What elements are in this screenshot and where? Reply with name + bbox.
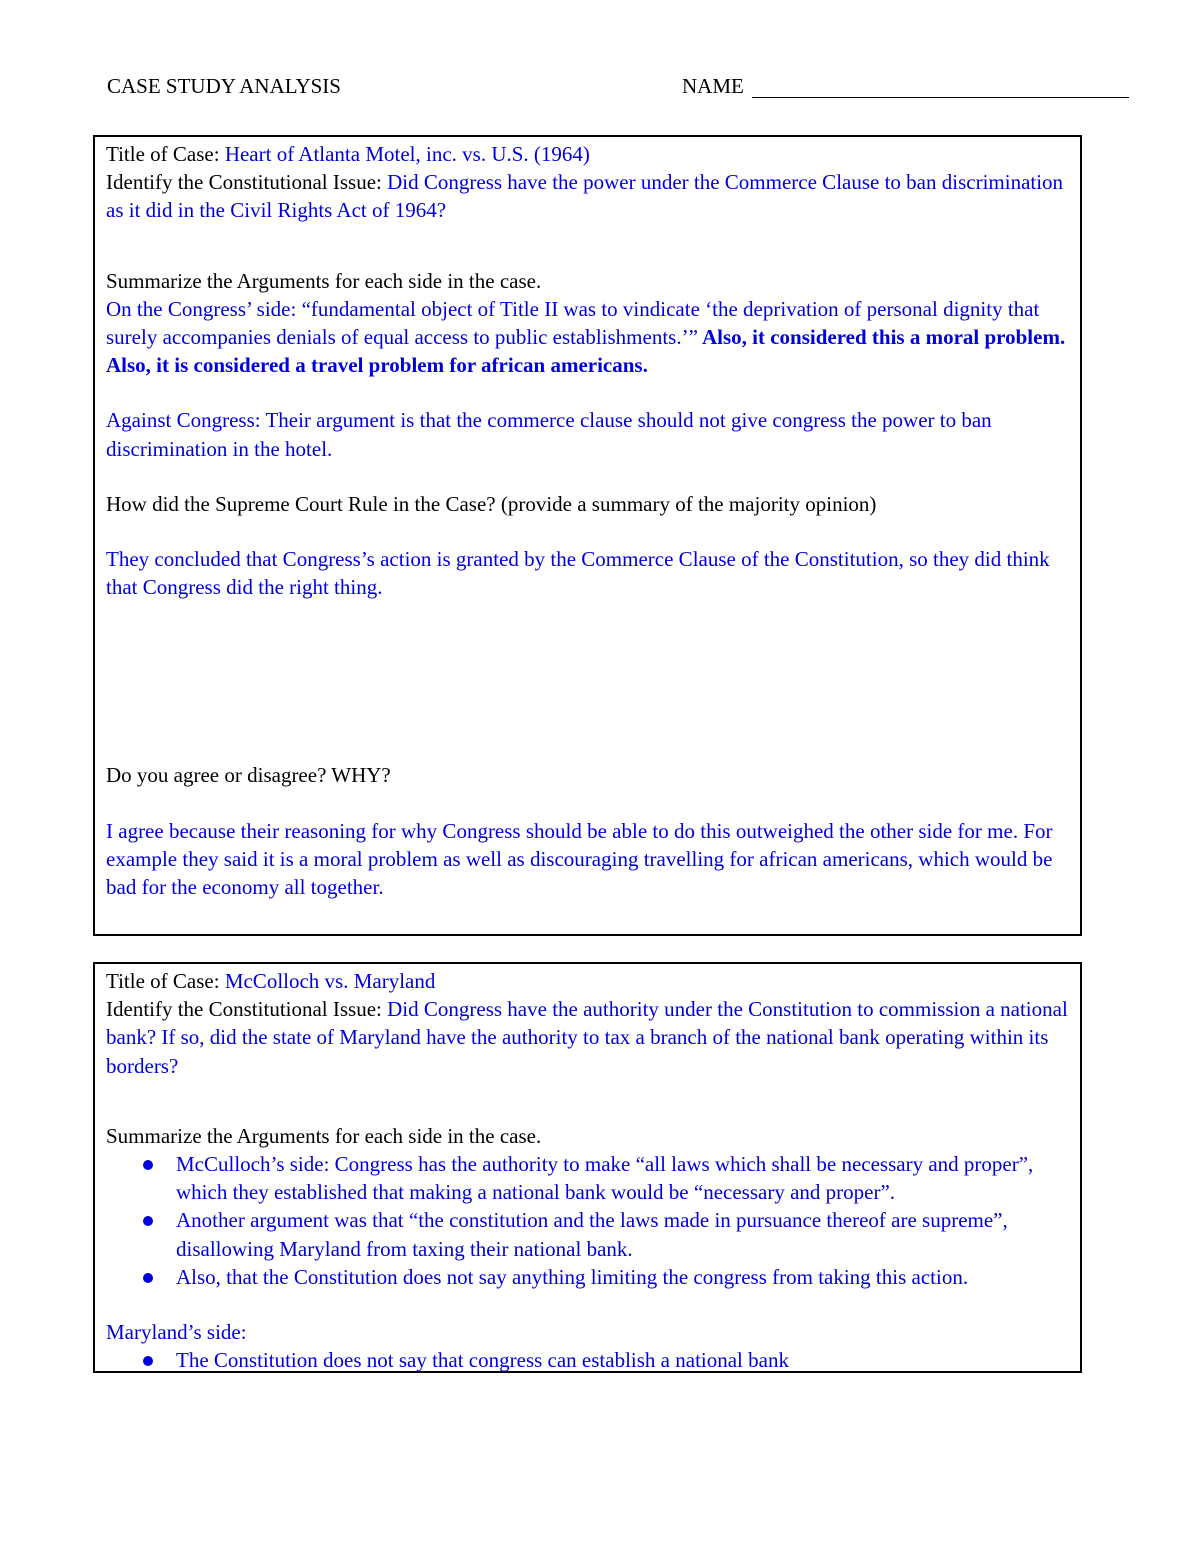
mcculloch-argument-list bbox=[106, 1150, 1070, 1291]
against-congress-argument: Against Congress: Their argument is that the commerce clause should not give congress the power to ban discrimination in the hotel. bbox=[106, 408, 992, 461]
list-item-text: Another argument was that “the constitution and the laws made in pursuance thereof are supreme”, disallowing Maryland from taxing their national bank. bbox=[176, 1208, 1008, 1261]
case-title-row bbox=[106, 140, 1070, 168]
case-study-box-2 bbox=[93, 962, 1082, 1373]
spacer bbox=[106, 1291, 1070, 1318]
list-item bbox=[176, 1206, 1070, 1262]
agree-answer: I agree because their reasoning for why Congress should be able to do this outweighed the other side for me. For example they said it is a moral problem as well as discouraging travelling for african americans, which would be bad for the economy all together. bbox=[106, 818, 1053, 900]
issue-label: Identify the Constitutional Issue: bbox=[106, 997, 388, 1022]
spacer bbox=[106, 463, 1070, 490]
case-title-label: Title of Case: bbox=[106, 969, 225, 993]
summarize-prompt: Summarize the Arguments for each side in the case. bbox=[106, 1123, 542, 1148]
case-title-row bbox=[106, 967, 1070, 995]
bullet-icon bbox=[143, 1273, 153, 1283]
list-item-text: Also, that the Constitution does not say anything limiting the congress from taking this action. bbox=[176, 1264, 969, 1289]
maryland-argument-list bbox=[106, 1346, 1070, 1374]
name-blank-line bbox=[752, 97, 1129, 98]
constitutional-issue-row bbox=[106, 995, 1070, 1080]
ruling-prompt: How did the Supreme Court Rule in the Case? (provide a summary of the majority opinion) bbox=[106, 491, 877, 516]
maryland-side-label: Maryland’s side: bbox=[106, 1320, 247, 1345]
case-title-label: Title of Case: bbox=[106, 142, 225, 166]
spacer bbox=[106, 225, 1070, 267]
case-title-value: Heart of Atlanta Motel, inc. vs. U.S. (1964) bbox=[224, 142, 590, 166]
spacer bbox=[106, 379, 1070, 406]
list-item bbox=[176, 1150, 1070, 1206]
list-item bbox=[176, 1263, 1070, 1291]
bullet-icon bbox=[143, 1356, 153, 1366]
ruling-answer: They concluded that Congress’s action is granted by the Commerce Clause of the Constitution, so they did think that Congress did the right thing. bbox=[106, 547, 1050, 600]
name-label: NAME bbox=[682, 74, 744, 98]
spacer bbox=[106, 1080, 1070, 1122]
list-item-text: McCulloch’s side: Congress has the authority to make “all laws which shall be necessary and proper”, which they established that making a national bank would be “necessary and proper”. bbox=[176, 1152, 1034, 1205]
spacer bbox=[106, 518, 1070, 545]
agree-prompt: Do you agree or disagree? WHY? bbox=[106, 763, 391, 788]
case-title-value: McColloch vs. Maryland bbox=[224, 969, 436, 993]
issue-label: Identify the Constitutional Issue: bbox=[106, 170, 388, 195]
constitutional-issue-row bbox=[106, 168, 1070, 224]
bullet-icon bbox=[143, 1160, 153, 1170]
bullet-icon bbox=[143, 1216, 153, 1226]
page-header bbox=[107, 74, 1129, 102]
issue-answer: Did Congress have the authority under the Constitution to commission a national bank? If so, did the state of Maryland have the authority to tax a branch of the national bank operating within its borders? bbox=[106, 997, 1068, 1078]
case-study-box-1 bbox=[93, 135, 1082, 936]
issue-answer: Did Congress have the power under the Commerce Clause to ban discrimination as it did in the Civil Rights Act of 1964? bbox=[106, 170, 1064, 223]
summarize-prompt: Summarize the Arguments for each side in the case. bbox=[106, 268, 542, 293]
congress-side-text: On the Congress’ side: “fundamental object of Title II was to vindicate ‘the deprivation of personal dignity that surely accompanies denials of equal access to public establishments.’” bbox=[106, 296, 1040, 350]
congress-side-bold-text: Also, it considered this a moral problem. Also, it is considered a travel problem for african americans. bbox=[106, 325, 1066, 378]
spacer bbox=[106, 601, 1070, 761]
list-item-text: The Constitution does not say that congress can establish a national bank bbox=[176, 1348, 789, 1373]
spacer bbox=[106, 790, 1070, 817]
document-title: CASE STUDY ANALYSIS bbox=[107, 74, 341, 98]
list-item bbox=[176, 1346, 1070, 1374]
congress-side-argument bbox=[106, 295, 1070, 380]
